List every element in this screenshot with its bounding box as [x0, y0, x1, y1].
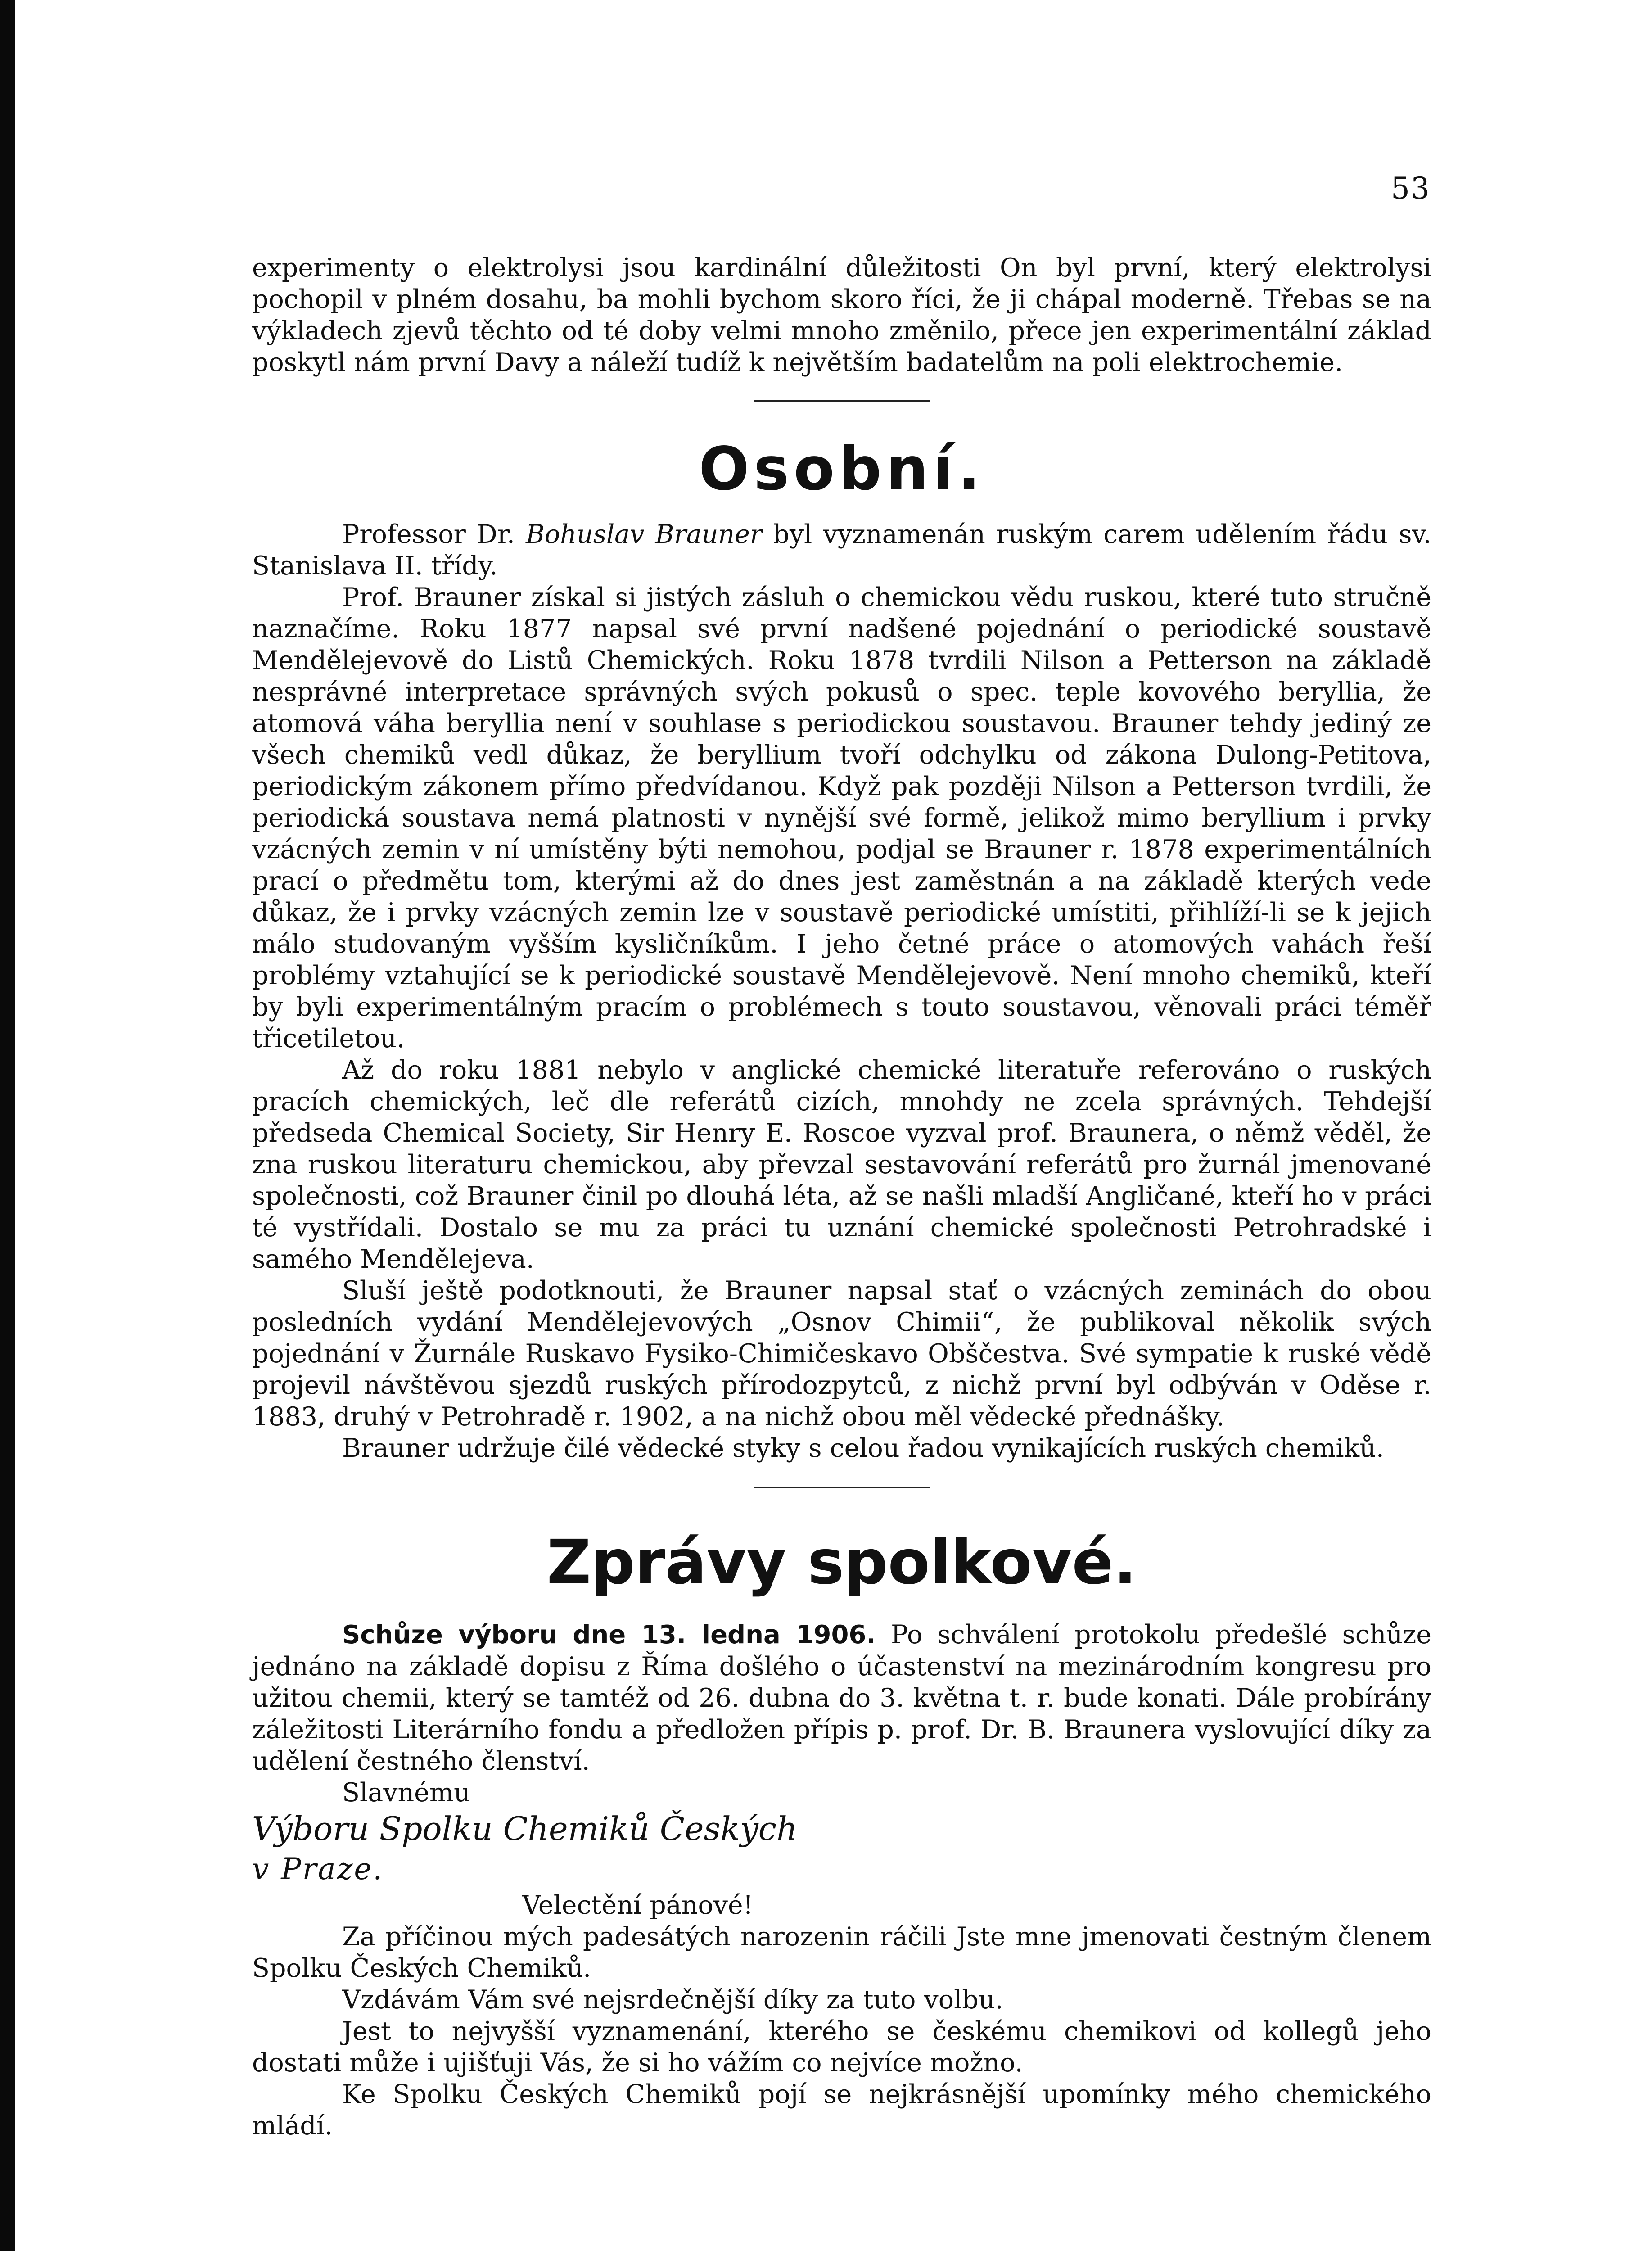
letter-paragraph-3: Jest to nejvyšší vyznamenání, kterého se českému chemikovi od kollegů jeho dostati může i ujišťuji Vás, že si ho vážím co nejvíce možno. [252, 2016, 1431, 2078]
page-number: 53 [1391, 171, 1431, 206]
letter-salutation: Velectění pánové! [522, 1890, 754, 1920]
section-divider [754, 400, 930, 402]
osobni-paragraph-4: Sluší ještě podotknouti, že Brauner napsal stať o vzácných zeminách do obou posledních vydání Mendělejevových „Osnov Chimii“, že publikoval několik svých pojednání v Žurnále Ruskavo Fysiko-Chimičeskavo Obščestva. Své sympatie k ruské vědě projevil návštěvou sjezdů ruských přírodozpytců, z nichž první byl odbýván v Oděse r. 1883, druhý v Petrohradě r. 1902, a na nichž obou měl vědecké přednášky. [252, 1276, 1431, 1432]
osobni-p1-lead: Professor Dr. [342, 520, 526, 549]
letter-addressee: Výboru Spolku Chemiků Českých [252, 1810, 798, 1848]
section-heading-osobni: Osobní. [699, 434, 985, 504]
person-name: Bohuslav Brauner [526, 520, 763, 549]
scan-edge-shadow [0, 0, 15, 2251]
osobni-paragraph-1 [252, 519, 1431, 582]
osobni-paragraph-2: Prof. Brauner získal si jistých zásluh o chemickou vědu ruskou, které tuto stručně naznačíme. Roku 1877 napsal své první nadšené pojednání o periodické soustavě Mendělejevově do Listů Chemických. Roku 1878 tvrdili Nilson a Petterson na základě nesprávné interpretace správných svých pokusů o spec. teple kovového beryllia, že atomová váha beryllia není v souhlase s periodickou soustavou. Brauner tehdy jediný ze všech chemiků vedl důkaz, že beryllium tvoří odchylku od zákona Dulong-Petitova, periodickým zákonem přímo předvídanou. Když pak později Nilson a Petterson tvrdili, že periodická soustava nemá platnosti v nynější své formě, jelikož mimo beryllium i prvky vzácných zemin v ní umístěny býti nemohou, podjal se Brauner r. 1878 experimentálních prací o předmětu tom, kterými až do dnes jest zaměstnán a na základě kterých vede důkaz, že i prvky vzácných zemin lze v soustavě periodické umístiti, přihlíží-li se k jejich málo studovaným vyšším kysličníkům. I jeho četné práce o atomových vahách řeší problémy vztahující se k periodické soustavě Mendělejevově. Není mnoho chemiků, kteří by byli experimentálným pracím o problémech s touto soustavou, věnovali práci téměř třicetiletou. [252, 583, 1431, 1053]
letter-paragraph-2: Vzdávám Vám své nejsrdečnější díky za tuto volbu. [342, 1985, 1003, 2015]
osobni-paragraph-5: Brauner udržuje čilé vědecké styky s celou řadou vynikajících ruských chemiků. [342, 1433, 1384, 1463]
letter-paragraph-4: Ke Spolku Českých Chemiků pojí se nejkrásnější upomínky mého chemického mládí. [252, 2079, 1431, 2141]
letter-paragraph-1: Za příčinou mých padesátých narozenin ráčili Jste mne jmenovati čestným členem Spolku Českých Chemiků. [252, 1922, 1431, 1983]
meeting-text: Po schválení protokolu předešlé schůze jednáno na základě dopisu z Říma došlého o účastenství na mezinárodním kongresu pro užitou chemii, který se tamtéž od 26. dubna do 3. května t. r. bude konati. Dále probírány záležitosti Literárního fondu a předložen přípis p. prof. Dr. B. Braunera vyslovující díky za udělení čestného členství. [252, 1620, 1431, 1776]
section-divider [754, 1487, 930, 1488]
letter-greeting: Slavnému [342, 1778, 470, 1808]
intro-paragraph: experimenty o elektrolysi jsou kardinální důležitosti On byl první, který elektrolysi pochopil v plném dosahu, ba mohli bychom skoro říci, že ji chápal moderně. Třebas se na výkladech zjevů těchto od té doby velmi mnoho změnilo, přece jen experimentální základ poskytl nám první Davy a náleží tudíž k největším badatelům na poli elektrochemie. [252, 253, 1431, 377]
osobni-paragraph-3: Až do roku 1881 nebylo v anglické chemické literatuře referováno o ruských pracích chemických, leč dle referátů cizích, mnohdy ne zcela správných. Tehdejší předseda Chemical Society, Sir Henry E. Roscoe vyzval prof. Braunera, o němž věděl, že zna ruskou literaturu chemickou, aby převzal sestavování referátů pro žurnál jmenované společnosti, což Brauner činil po dlouhá léta, až se našli mladší Angličané, kteří ho v práci té vystřídali. Dostalo se mu za práci tu uznání chemické společnosti Petrohradské i samého Mendělejeva. [252, 1055, 1431, 1274]
meeting-label: Schůze výboru dne 13. ledna 1906. [342, 1620, 876, 1650]
osobni-p1-rest: byl vyznamenán ruským carem udělením řádu sv. Stanislava II. třídy. [252, 520, 1432, 581]
letter-place: v Praze. [252, 1852, 384, 1886]
meeting-paragraph [252, 1619, 1431, 1777]
section-heading-zpravy: Zprávy spolkové. [546, 1527, 1137, 1598]
page-body [252, 252, 1431, 2142]
